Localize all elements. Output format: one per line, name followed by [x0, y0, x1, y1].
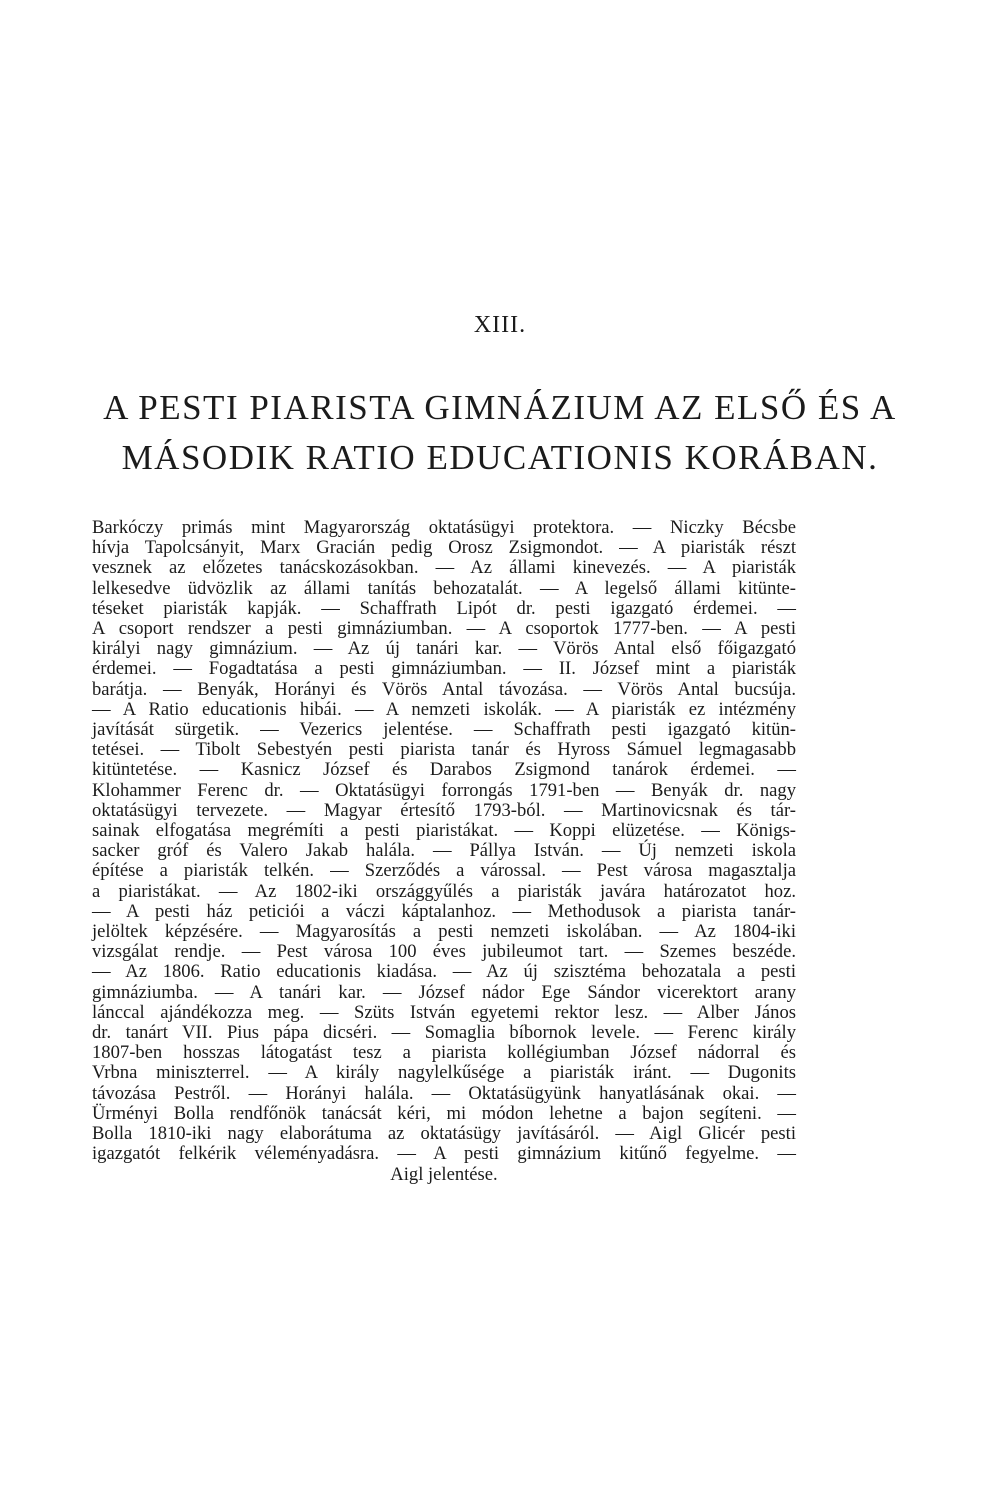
summary-line: lelkesedve üdvözlik az állami tanítás behozatalát. — A legelső állami kitünte-: [92, 577, 796, 599]
summary-line: távozása Pestről. — Horányi halála. — Oktatásügyünk hanyatlásának okai. —: [92, 1082, 796, 1104]
summary-line: barátja. — Benyák, Horányi és Vörös Antal távozása. — Vörös Antal bucsúja.: [92, 678, 796, 700]
summary-line: javítását sürgetik. — Vezerics jelentése. — Schaffrath pesti igazgató kitün-: [92, 719, 796, 741]
summary-line: Barkóczy primás mint Magyarország oktatásügyi protektora. — Niczky Bécsbe: [92, 517, 796, 538]
summary-line: jelöltek képzésére. — Magyarosítás a pesti nemzeti iskolában. — Az 1804-iki: [92, 921, 796, 943]
summary-line: sainak elfogatása megrémíti a pesti piaristákat. — Koppi elüzetése. — Königs-: [92, 820, 796, 842]
summary-line: hívja Tapolcsányit, Marx Gracián pedig Orosz Zsigmondot. — A piaristák részt: [92, 537, 796, 559]
summary-line: vizsgálat rendje. — Pest városa 100 éves jubileumot tart. — Szemes beszéde.: [92, 941, 796, 963]
summary-line: lánccal ajándékozza meg. — Szüts István egyetemi rektor lesz. — Alber János: [92, 1001, 796, 1023]
summary-line: a piaristákat. — Az 1802-iki országgyűlés a piaristák javára határozatot hoz.: [92, 880, 796, 902]
summary-line: tetései. — Tibolt Sebestyén pesti piarista tanár és Hyross Sámuel legmagasabb: [92, 739, 796, 761]
summary-line: Klohammer Ferenc dr. — Oktatásügyi forrongás 1791-ben — Benyák dr. nagy: [92, 779, 796, 801]
summary-line: királyi nagy gimnázium. — Az új tanári kar. — Vörös Antal első főigazgató: [92, 638, 796, 660]
summary-line: A csoport rendszer a pesti gimnáziumban. — A csoportok 1777-ben. — A pesti: [92, 618, 796, 640]
summary-line: 1807-ben hosszas látogatást tesz a piarista kollégiumban József nádorral és: [92, 1042, 796, 1064]
chapter-number: XIII.: [473, 312, 527, 338]
summary-line: érdemei. — Fogadtatása a pesti gimnáziumban. — II. József mint a piaristák: [92, 658, 796, 680]
summary-line: vesznek az előzetes tanácskozásokban. — Az állami kinevezés. — A piaristák: [92, 557, 796, 579]
summary-line: — Az 1806. Ratio educationis kiadása. — Az új szisztéma behozatala a pesti: [92, 961, 796, 983]
summary-line: Bolla 1810-iki nagy elaborátuma az oktatásügy javításáról. — Aigl Glicér pesti: [92, 1123, 796, 1145]
summary-line: gimnáziumba. — A tanári kar. — József nádor Ege Sándor vicerektort arany: [92, 981, 796, 1003]
summary-line: igazgatót felkérik véleményadásra. — A pesti gimnázium kitűnő fegyelme. —: [92, 1143, 796, 1165]
summary-line: Vrbna miniszterrel. — A király nagylelkűsége a piaristák iránt. — Dugonits: [92, 1062, 796, 1084]
chapter-title-line-1: A PESTI PIARISTA GIMNÁZIUM AZ ELSŐ ÉS A: [103, 388, 897, 427]
summary-line: építése a piaristák telkén. — Szerződés a várossal. — Pest városa magasztalja: [92, 860, 796, 882]
summary-line: Ürményi Bolla rendfőnök tanácsát kéri, mi módon lehetne a bajon segíteni. —: [92, 1102, 796, 1124]
summary-line: téseket piaristák kapják. — Schaffrath Lipót dr. pesti igazgató érdemei. —: [92, 597, 796, 619]
summary-line: — A pesti ház peticiói a váczi káptalanhoz. — Methodusok a piarista tanár-: [92, 900, 796, 922]
summary-line: Aigl jelentése.: [390, 1163, 498, 1185]
chapter-summary: [92, 518, 796, 1185]
summary-line: oktatásügyi tervezete. — Magyar értesítő 1793-ból. — Martinovicsnak és tár-: [92, 799, 796, 821]
summary-line: — A Ratio educationis hibái. — A nemzeti iskolák. — A piaristák ez intézmény: [92, 698, 796, 720]
summary-line: kitüntetése. — Kasnicz József és Darabos Zsigmond tanárok érdemei. —: [92, 759, 796, 781]
chapter-title-line-2: MÁSODIK RATIO EDUCATIONIS KORÁBAN.: [121, 438, 879, 477]
summary-line: dr. tanárt VII. Pius pápa dicséri. — Somaglia bíbornok levele. — Ferenc király: [92, 1022, 796, 1044]
summary-line: sacker gróf és Valero Jakab halála. — Pállya István. — Új nemzeti iskola: [92, 840, 796, 862]
